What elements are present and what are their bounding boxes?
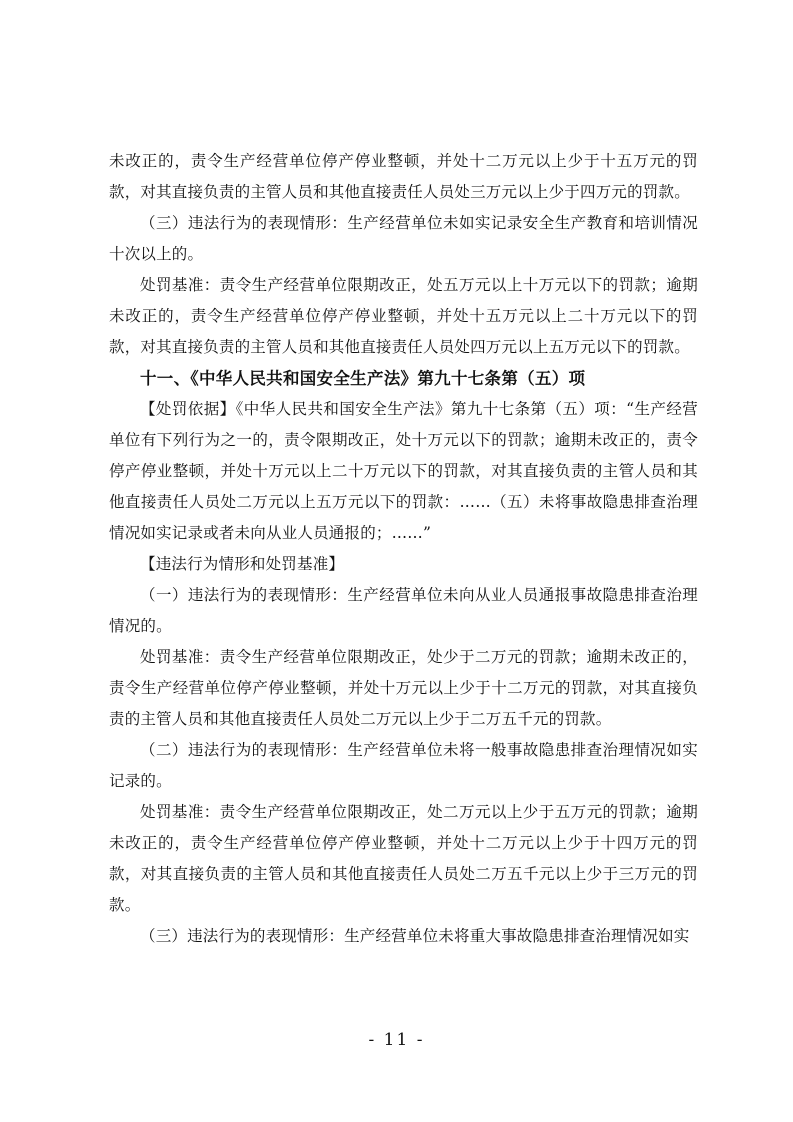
paragraph-violation-case-2: （二）违法行为的表现情形：生产经营单位未将一般事故隐患排查治理情况如实记录的。 [109,741,698,790]
paragraph-violation-case-1: （一）违法行为的表现情形：生产经营单位未向从业人员通报事故隐患排查治理情况的。 [109,586,698,635]
paragraph-penalty-basis: 【处罚依据】《中华人民共和国安全生产法》第九十七条第（五）项：“生产经营单位有下列行为之一的，责令限期改正，处十万元以下的罚款；逾期未改正的，责令停产停业整顿，并处十万元以上二十万元以下的罚款，对其直接负责的主管人员和其他直接责任人员处二万元以上五万元以下的罚款：……（五）未将事故隐患排查治理情况如实记录或者未向从业人员通报的；……” [109,400,698,542]
paragraph-penalty-standard-1: 处罚基准：责令生产经营单位限期改正，处少于二万元的罚款；逾期未改正的，责令生产经营单位停产停业整顿，并处十万元以上少于十二万元的罚款，对其直接负责的主管人员和其他直接责任人员处二万元以上少于二万五千元的罚款。 [109,648,698,728]
document-body [109,146,698,952]
paragraph-violation-case-3b: （三）违法行为的表现情形：生产经营单位未将重大事故隐患排查治理情况如实 [140,927,690,945]
paragraph-penalty-standard-2: 处罚基准：责令生产经营单位限期改正，处二万元以上少于五万元的罚款；逾期未改正的，责令生产经营单位停产停业整顿，并处十二万元以上少于十四万元的罚款，对其直接负责的主管人员和其他直接责任人员处二万五千元以上少于三万元的罚款。 [109,803,698,914]
page-number: - 11 - [368,1030,425,1050]
paragraph-penalty-continuation: 未改正的，责令生产经营单位停产停业整顿，并处十二万元以上少于十五万元的罚款，对其直接负责的主管人员和其他直接责任人员处三万元以上少于四万元的罚款。 [109,152,698,201]
paragraph-penalty-standard-3: 处罚基准：责令生产经营单位限期改正，处五万元以上十万元以下的罚款；逾期未改正的，责令生产经营单位停产停业整顿，并处十五万元以上二十万元以下的罚款，对其直接负责的主管人员和其他直接责任人员处四万元以上五万元以下的罚款。 [109,276,698,356]
paragraph-subheading-cases: 【违法行为情形和处罚基准】 [140,555,345,573]
paragraph-violation-case-3: （三）违法行为的表现情形：生产经营单位未如实记录安全生产教育和培训情况十次以上的。 [109,214,698,263]
section-heading: 十一、《中华人民共和国安全生产法》第九十七条第（五）项 [140,369,586,388]
